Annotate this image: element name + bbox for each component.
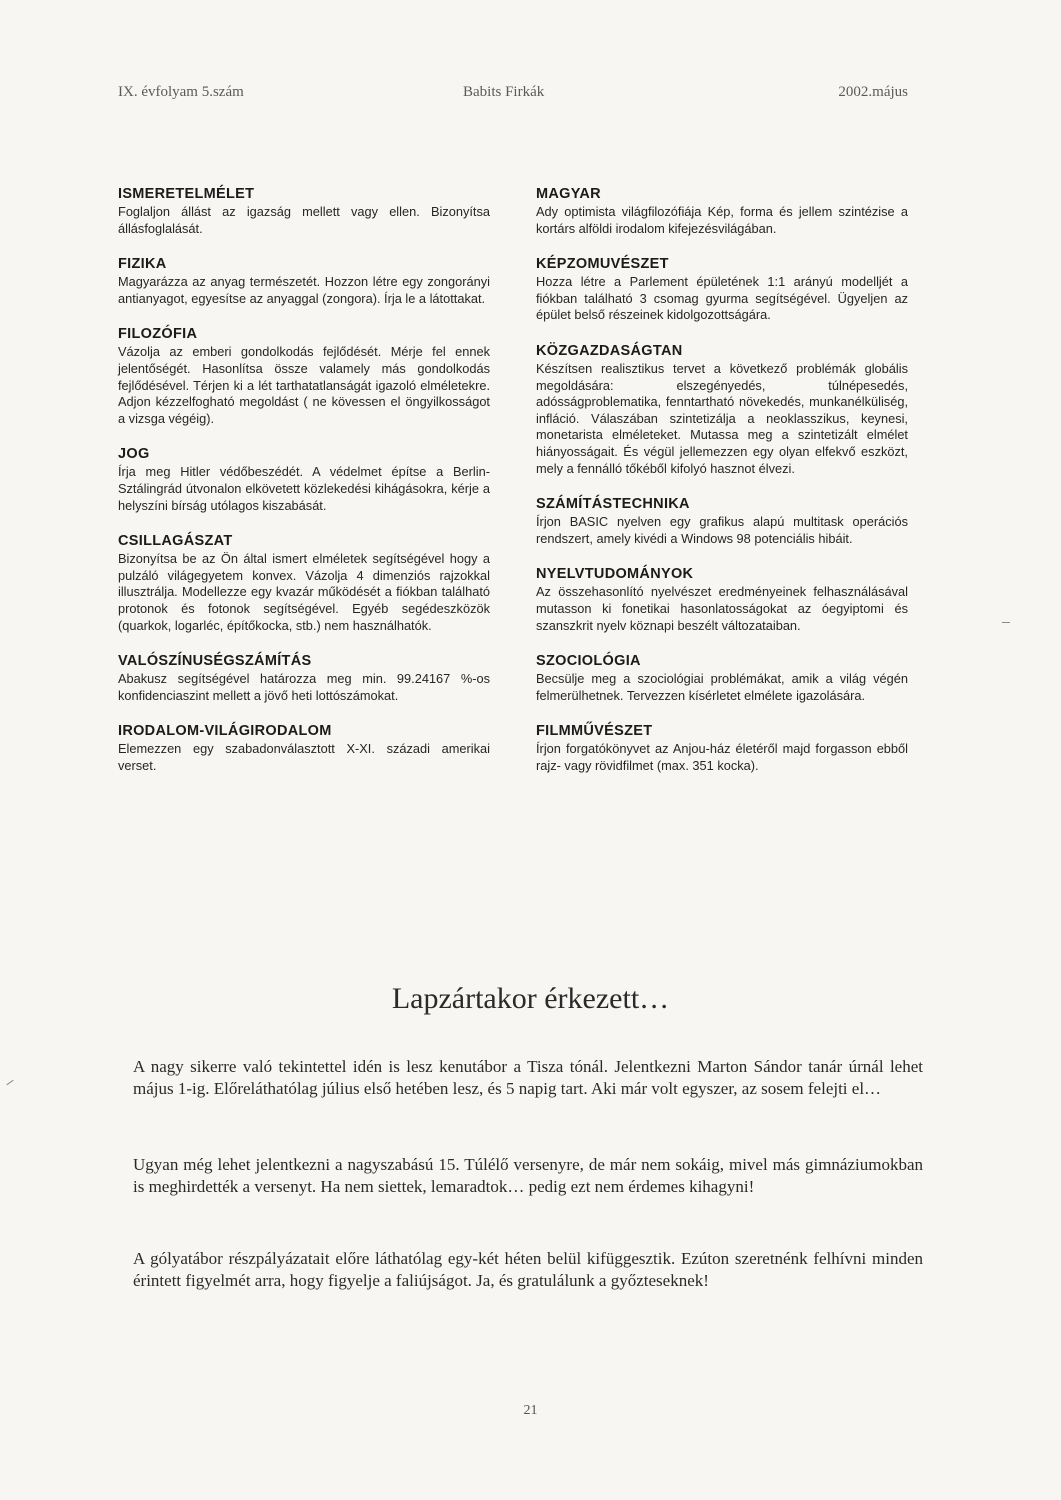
section-text: Magyarázza az anyag természetét. Hozzon létre egy zongorányi antianyagot, egyesítse az anyaggal (zongora). Írja le a látottakat. xyxy=(118,274,490,306)
section-text: Becsülje meg a szociológiai problémákat, amik a világ végén felmerülhetnek. Tervezzen kísérletet elmélete igazolására. xyxy=(536,671,908,703)
section-text: Abakusz segítségével határozza meg min. 99.24167 %-os konfidenciaszint mellett a jövő heti lottószámokat. xyxy=(118,671,490,703)
section-title: MAGYAR xyxy=(536,186,601,202)
section-title: KÖZGAZDASÁGTAN xyxy=(536,342,683,359)
exam-section xyxy=(118,533,490,634)
section-text: Bizonyítsa be az Ön által ismert elméletek segítségével hogy a pulzáló világegyetem konvex. Vázolja 4 dimenziós rajzokkal illusztrálja. Modellezze egy kvazár működését a fiókban található protonok és fotonok segítségével. Egyéb segédeszközök (quarkok, logarléc, építőkocka, stb.) nem használhatók. xyxy=(118,551,490,633)
news-item xyxy=(133,1154,923,1198)
section-text: Foglaljon állást az igazság mellett vagy ellen. Bizonyítsa állásfoglalását. xyxy=(118,204,490,236)
exam-section xyxy=(118,186,490,237)
header-publication-title: Babits Firkák xyxy=(463,84,545,100)
header-volume: IX. évfolyam 5.szám xyxy=(118,84,244,100)
exam-section xyxy=(536,723,908,774)
section-text: Ady optimista világfilozófiája Kép, forma és jellem szintézise a kortárs alföldi irodalom kifejezésvilágában. xyxy=(536,204,908,236)
page-header xyxy=(118,84,908,104)
section-title: IRODALOM-VILÁGIRODALOM xyxy=(118,723,332,740)
exam-section xyxy=(536,653,908,704)
exam-section xyxy=(536,186,908,237)
section-text: Az összehasonlító nyelvészet eredményeinek felhasználásával mutasson ki fonetikai hasonlatosságokat az óegyiptomi és szanszkrit nyelv köznapi beszélt változataiban. xyxy=(536,584,908,633)
section-text: Írjon forgatókönyvet az Anjou-ház életéről majd forgasson ebből rajz- vagy rövidfilmet (max. 351 kocka). xyxy=(536,741,908,773)
section-title: FILOZÓFIA xyxy=(118,326,198,343)
section-text: Írja meg Hitler védőbeszédét. A védelmet építse a Berlin-Sztálingrád útvonalon elkövetett közlekedési kihágásokra, kérje a helyszíni bírság utólagos kiszabását. xyxy=(118,464,490,513)
news-heading: Lapzártakor érkezett… xyxy=(391,982,670,1015)
exam-section xyxy=(118,723,490,774)
section-title: CSILLAGÁSZAT xyxy=(118,533,233,550)
section-title: SZOCIOLÓGIA xyxy=(536,653,641,670)
exam-section xyxy=(118,326,490,427)
news-item xyxy=(133,1248,923,1292)
exam-section xyxy=(536,566,908,634)
news-paragraph: Ugyan még lehet jelentkezni a nagyszabású 15. Túlélő versenyre, de már nem sokáig, mivel más gimnáziumokban is meghirdették a versenyt. Ha nem siettek, lemaradtok… pedig ezt nem érdemes kihagyni! xyxy=(133,1155,923,1196)
news-item xyxy=(133,1056,923,1100)
scan-mark xyxy=(1002,622,1010,623)
section-text: Írjon BASIC nyelven egy grafikus alapú multitask operációs rendszert, amely kivédi a Windows 98 potenciális hibáit. xyxy=(536,514,908,546)
section-title: NYELVTUDOMÁNYOK xyxy=(536,566,694,583)
left-column xyxy=(118,186,490,793)
exam-section xyxy=(536,256,908,324)
right-column xyxy=(536,186,908,793)
section-text: Vázolja az emberi gondolkodás fejlődését. Mérje fel ennek jelentőségét. Hasonlítsa össze valamely más gondolkodás fejlődésével. Térjen ki a lét tarthatatlanságát igazoló elméletekre. Adjon kézzelfogható megoldást ( ne kövessen el öngyilkosságot a vizsga végéig). xyxy=(118,344,490,426)
section-title: VALÓSZÍNUSÉGSZÁMÍTÁS xyxy=(118,653,312,670)
section-title: FILMMŰVÉSZET xyxy=(536,723,653,740)
news-paragraph: A gólyatábor részpályázatait előre láthatólag egy-két héten belül kifüggesztik. Ezúton szeretnénk felhívni minden érintett figyelmét arra, hogy figyelje a faliújságot. Ja, és gratulálunk a győzteseknek! xyxy=(133,1249,923,1290)
header-date: 2002.május xyxy=(838,84,908,100)
exam-section xyxy=(118,653,490,704)
exam-section xyxy=(536,343,908,477)
section-title: KÉPZOMUVÉSZET xyxy=(536,256,669,273)
section-text: Készítsen realisztikus tervet a következő problémák globális megoldására: elszegényedés, túlnépesedés, adósságproblematika, fenntartható növekedés, munkanélküliség, infláció. Válaszában szintetizálja a neoklasszikus, keynesi, monetarista elméleteket. Mutassa meg a szintetizált elmélet hiányosságait. És végül jellemezzen egy olyan elfekvő eszközt, mely a fennálló tőkéből kifolyó hasznot élvezi. xyxy=(536,360,908,476)
section-title: JOG xyxy=(118,446,150,463)
news-paragraph: A nagy sikerre való tekintettel idén is lesz kenutábor a Tisza tónál. Jelentkezni Marton Sándor tanár úrnál lehet május 1-ig. Előreláthatólag július első hetében lesz, és 5 napig tart. Aki már volt egyszer, az sosem felejti el… xyxy=(133,1057,923,1098)
page-number: 21 xyxy=(523,1403,538,1418)
scan-mark xyxy=(6,1080,13,1085)
section-title: SZÁMÍTÁSTECHNIKA xyxy=(536,496,690,513)
section-text: Hozza létre a Parlement épületének 1:1 arányú modelljét a fiókban található 3 csomag gyurma segítségével. Ügyeljen az épület belső részeinek kidolgozottságára. xyxy=(536,274,908,323)
exam-section xyxy=(118,256,490,307)
section-title: ISMERETELMÉLET xyxy=(118,186,255,202)
section-text: Elemezzen egy szabadonválasztott X-XI. századi amerikai verset. xyxy=(118,741,490,773)
section-title: FIZIKA xyxy=(118,256,167,273)
exam-section xyxy=(536,496,908,547)
exam-section xyxy=(118,446,490,514)
